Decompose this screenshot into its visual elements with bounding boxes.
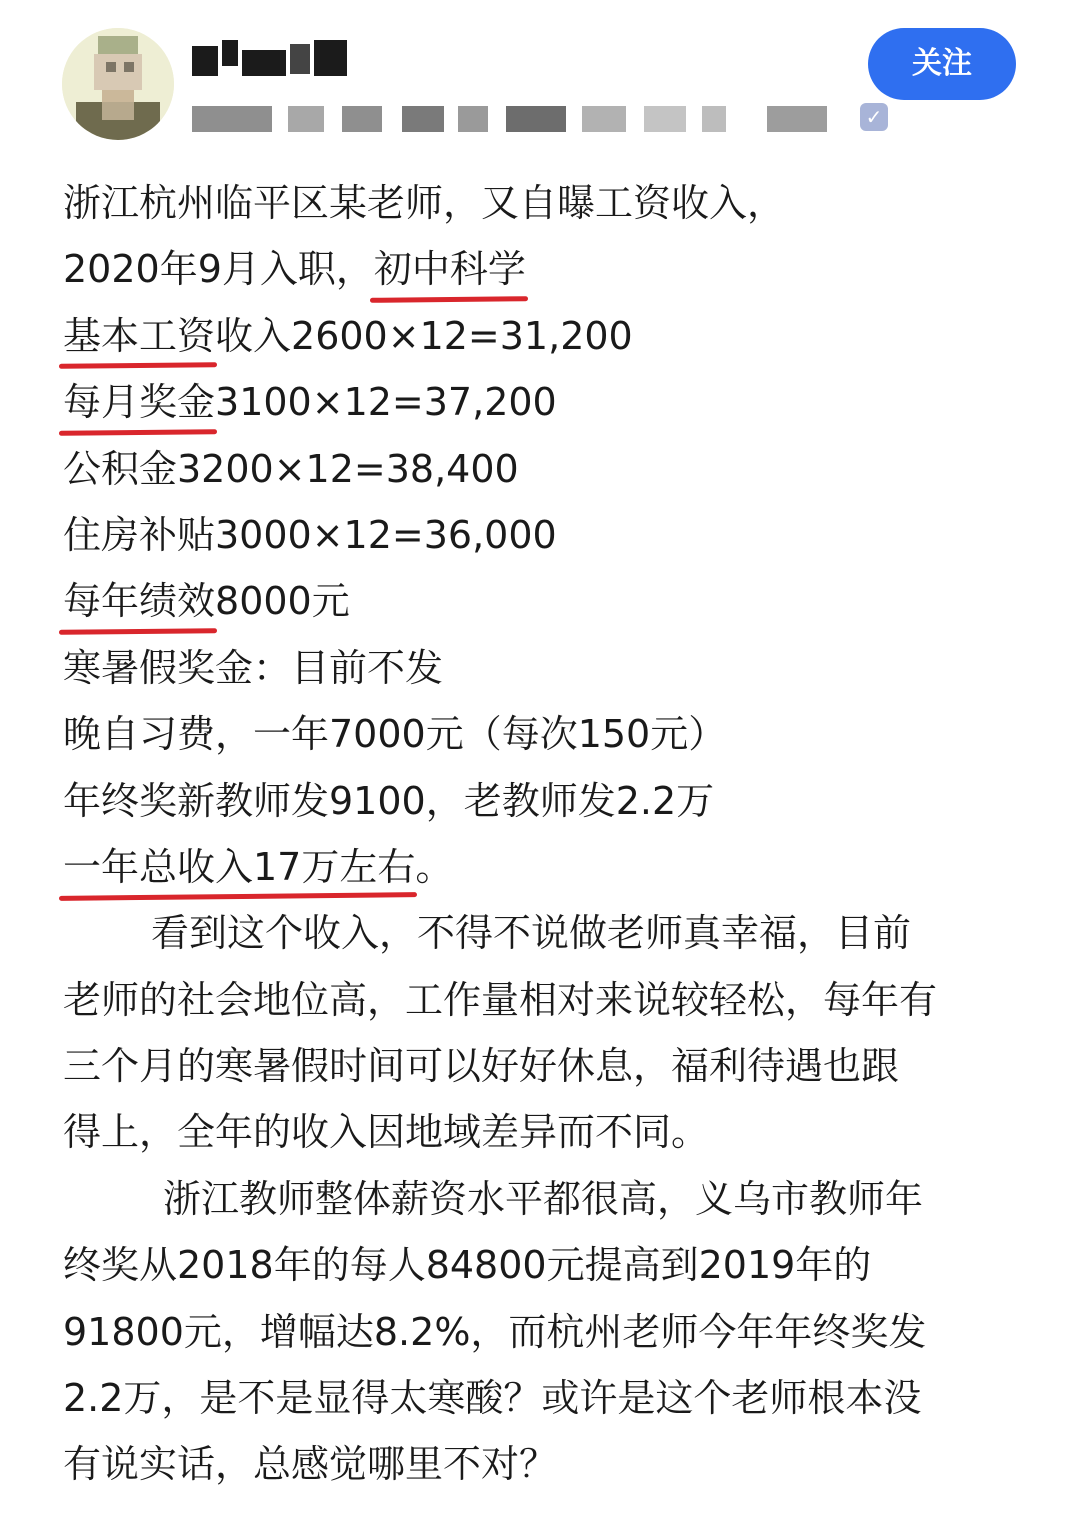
post-text-line (63, 635, 1023, 701)
highlighted-text: 基本工资 (63, 303, 215, 369)
text-segment: 有说实话，总感觉哪里不对？ (63, 1442, 558, 1487)
text-segment: 看到这个收入，不得不说做老师真幸福，目前 (151, 911, 912, 956)
text-segment: 浙江杭州临平区某老师，又自曝工资收入， (63, 181, 786, 225)
text-segment: 2.2万，是不是显得太寒酸？或许是这个老师根本没 (63, 1376, 922, 1421)
post-text-line (63, 1033, 1023, 1099)
text-segment: 老师的社会地位高，工作量相对来说较轻松，每年有 (63, 977, 938, 1022)
post-text-line (63, 236, 1023, 302)
post-text-line (63, 1232, 1023, 1298)
highlighted-text: 一年总收入17万左右 (63, 834, 415, 900)
highlighted-text: 每月奖金 (63, 369, 215, 435)
highlighted-text: 初中科学 (374, 236, 526, 302)
text-segment: 8000元 (215, 579, 350, 624)
avatar[interactable] (62, 28, 174, 140)
post-text-line (63, 900, 1023, 966)
post-text-line (63, 502, 1023, 568)
text-segment: 3100×12=37,200 (215, 380, 557, 425)
post-header (0, 0, 1080, 150)
highlighted-text: 每年绩效 (63, 568, 215, 634)
post-text-line (63, 1166, 1023, 1232)
post-text-line (63, 1431, 1023, 1497)
text-segment: 年终奖新教师发9100，老教师发2.2万 (63, 778, 715, 823)
post-text-line (63, 568, 1023, 634)
text-segment: 收入2600×12=31,200 (215, 313, 633, 358)
verified-badge-icon: ✓ (860, 103, 888, 131)
text-segment: 得上，全年的收入因地域差异而不同。 (63, 1110, 710, 1155)
post-text-line (63, 1099, 1023, 1165)
post-text-line (63, 303, 1023, 369)
post-text-line (63, 1299, 1023, 1365)
user-meta-blurred (192, 98, 842, 136)
post-text-line (63, 436, 1023, 502)
text-segment: 浙江教师整体薪资水平都很高，义乌市教师年 (163, 1176, 924, 1221)
post-text-line (63, 768, 1023, 834)
text-segment: 住房补贴3000×12=36,000 (63, 512, 557, 557)
post-text-line (63, 1365, 1023, 1431)
text-segment: 公积金3200×12=38,400 (63, 446, 519, 491)
text-segment: 。 (415, 844, 454, 889)
text-segment: 晚自习费，一年7000元（每次150元） (63, 712, 727, 757)
text-segment: 终奖从2018年的每人84800元提高到2019年的 (63, 1243, 872, 1288)
text-segment: 三个月的寒暑假时间可以好好休息，福利待遇也跟 (63, 1044, 900, 1089)
text-segment: 91800元，增幅达8.2%，而杭州老师今年年终奖发 (63, 1309, 927, 1354)
post-text-line (63, 369, 1023, 435)
post-text-line (63, 967, 1023, 1033)
post-text-line (63, 701, 1023, 767)
post-text-line (63, 834, 1023, 900)
follow-button[interactable]: 关注 (868, 28, 1016, 100)
text-segment: 寒暑假奖金：目前不发 (63, 645, 444, 690)
post-body (63, 170, 1023, 1498)
text-segment: 2020年9月入职， (63, 247, 374, 292)
username-blurred[interactable] (192, 40, 347, 76)
post-text-line (63, 170, 1023, 236)
